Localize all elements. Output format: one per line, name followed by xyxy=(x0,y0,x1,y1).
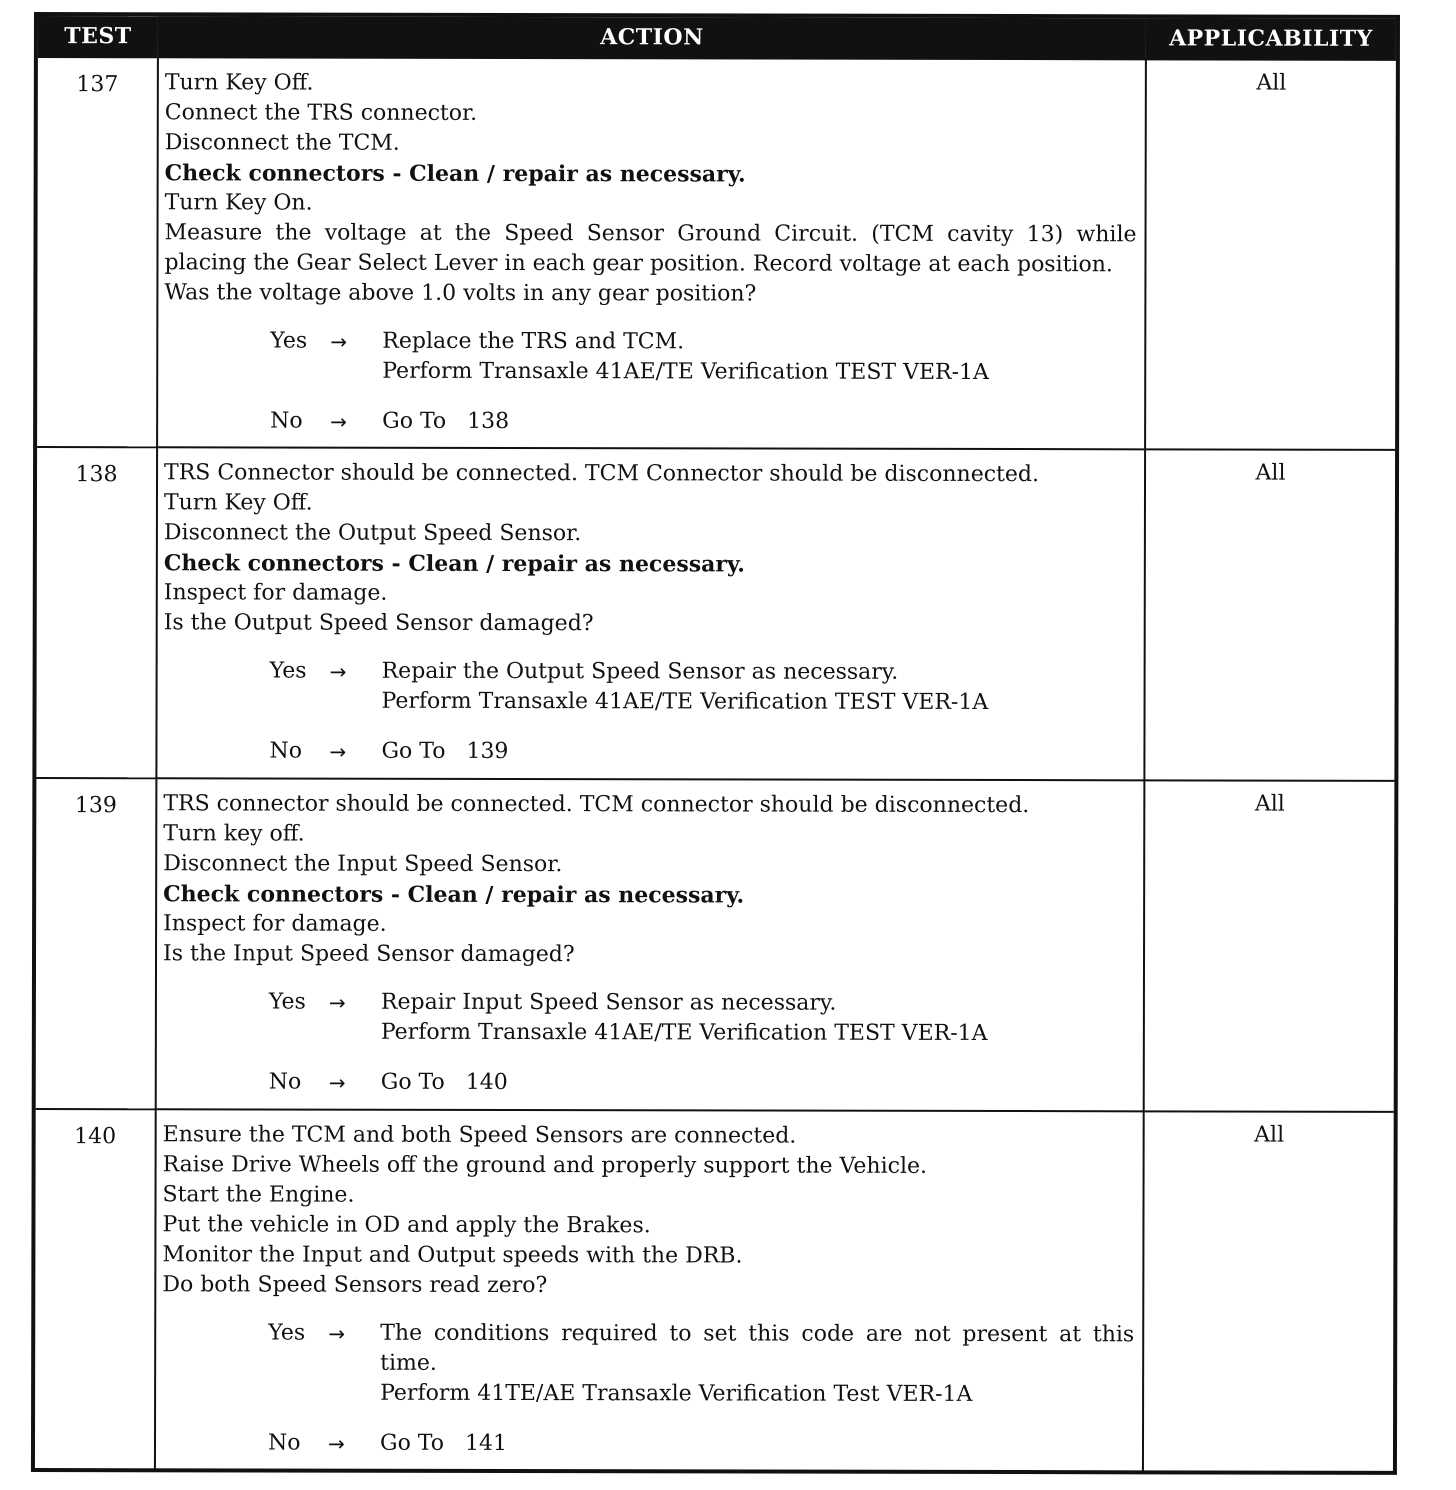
outcome-line: Go To 139 xyxy=(381,738,509,764)
action-step: Turn key off. xyxy=(163,821,305,847)
test-number: 138 xyxy=(36,447,157,778)
action-step: Is the Input Speed Sensor damaged? xyxy=(163,941,575,968)
action-cell xyxy=(156,447,1145,780)
action-cell xyxy=(157,57,1146,449)
right-arrow-icon: → xyxy=(328,990,346,1015)
outcome-line: The conditions required to set this code are not present at this time. xyxy=(380,1320,1135,1376)
header-action: ACTION xyxy=(158,16,1146,59)
action-step: Turn Key Off. xyxy=(164,70,314,96)
outcome-line: Go To 141 xyxy=(379,1430,508,1456)
yes-label: Yes xyxy=(269,658,307,684)
right-arrow-icon: → xyxy=(328,1070,346,1095)
no-label: No xyxy=(270,408,303,434)
yes-outcome xyxy=(381,988,1135,1050)
no-branch xyxy=(268,1428,1134,1460)
action-cell xyxy=(155,1109,1144,1472)
no-branch xyxy=(269,736,1135,768)
yes-branch xyxy=(268,1318,1134,1410)
action-step: Is the Output Speed Sensor damaged? xyxy=(163,610,594,637)
action-step-emphasis: Check connectors - Clean / repair as necessary. xyxy=(163,550,745,578)
applicability-value: All xyxy=(1144,780,1395,1112)
diagnostic-test-table xyxy=(35,16,1396,1473)
outcome-line: Go To 138 xyxy=(382,408,510,434)
outcome-line: Perform 41TE/AE Transaxle Verification Test VER-1A xyxy=(380,1380,973,1407)
outcome-line: Perform Transaxle 41AE/TE Verification TEST VER-1A xyxy=(381,688,989,715)
applicability-value: All xyxy=(1143,1111,1394,1473)
yes-label: Yes xyxy=(268,989,306,1015)
test-number: 139 xyxy=(36,778,157,1109)
yes-outcome xyxy=(382,327,1136,389)
yes-branch xyxy=(270,326,1136,388)
test-number: 140 xyxy=(35,1109,156,1470)
diagnostic-table-sheet xyxy=(31,12,1400,1475)
action-step: Ensure the TCM and both Speed Sensors are connected. xyxy=(162,1122,797,1149)
no-outcome xyxy=(381,737,1135,769)
no-branch xyxy=(270,406,1136,438)
action-step: TRS Connector should be connected. TCM Connector should be disconnected. xyxy=(164,460,1040,488)
action-step: Do both Speed Sensors read zero? xyxy=(162,1272,548,1299)
outcome-line: Replace the TRS and TCM. xyxy=(382,328,685,355)
action-step-emphasis: Check connectors - Clean / repair as necessary. xyxy=(164,160,746,188)
test-number: 137 xyxy=(37,57,158,447)
outcome-line: Go To 140 xyxy=(380,1069,508,1095)
table-row xyxy=(36,778,1395,1112)
action-step: Was the voltage above 1.0 volts in any gear position? xyxy=(164,280,757,307)
yes-outcome xyxy=(382,657,1136,719)
no-outcome xyxy=(381,1068,1135,1100)
outcome-line: Repair Input Speed Sensor as necessary. xyxy=(380,989,837,1016)
action-step: Disconnect the Input Speed Sensor. xyxy=(163,851,563,878)
action-step: Inspect for damage. xyxy=(163,580,388,606)
right-arrow-icon: → xyxy=(330,329,348,354)
header-applicability: APPLICABILITY xyxy=(1146,18,1396,60)
yes-label: Yes xyxy=(270,328,308,354)
action-step: Inspect for damage. xyxy=(163,911,387,937)
action-step: Put the vehicle in OD and apply the Brakes. xyxy=(162,1212,651,1239)
right-arrow-icon: → xyxy=(327,1431,345,1456)
header-test: TEST xyxy=(38,16,158,57)
action-step: Disconnect the TCM. xyxy=(164,130,400,156)
no-label: No xyxy=(268,1069,302,1095)
right-arrow-icon: → xyxy=(329,659,347,684)
outcome-line: Perform Transaxle 41AE/TE Verification TEST VER-1A xyxy=(382,358,989,386)
action-step: Connect the TRS connector. xyxy=(164,100,478,126)
table-row xyxy=(36,447,1395,781)
no-label: No xyxy=(267,1430,301,1456)
action-step: TRS connector should be connected. TCM connector should be disconnected. xyxy=(163,791,1030,819)
right-arrow-icon: → xyxy=(329,739,347,764)
yes-label: Yes xyxy=(268,1320,306,1346)
action-step-emphasis: Check connectors - Clean / repair as necessary. xyxy=(163,881,745,909)
right-arrow-icon: → xyxy=(328,1321,346,1346)
action-cell xyxy=(156,778,1145,1111)
outcome-line: Perform Transaxle 41AE/TE Verification TEST VER-1A xyxy=(380,1019,988,1046)
yes-branch xyxy=(270,656,1136,718)
no-outcome xyxy=(382,407,1136,439)
action-step: Monitor the Input and Output speeds with the DRB. xyxy=(162,1242,743,1269)
table-row xyxy=(37,57,1396,450)
applicability-value: All xyxy=(1145,59,1396,450)
yes-outcome xyxy=(380,1319,1134,1411)
table-row xyxy=(35,1109,1394,1473)
applicability-value: All xyxy=(1144,449,1395,781)
no-branch xyxy=(269,1067,1135,1099)
action-step: Turn Key Off. xyxy=(163,490,313,516)
action-step: Measure the voltage at the Speed Sensor Ground Circuit. (TCM cavity 13) while placing the Gear Select Lever in each gear position. Record voltage at each position. xyxy=(164,220,1137,278)
action-step: Raise Drive Wheels off the ground and properly support the Vehicle. xyxy=(162,1152,928,1179)
table-header-row xyxy=(38,16,1396,60)
action-step: Turn Key On. xyxy=(164,190,313,216)
outcome-line: Repair the Output Speed Sensor as necessary. xyxy=(381,658,899,685)
yes-branch xyxy=(269,987,1135,1049)
table-body xyxy=(35,57,1396,1473)
right-arrow-icon: → xyxy=(330,409,347,434)
no-label: No xyxy=(269,738,302,764)
action-step: Start the Engine. xyxy=(162,1182,355,1208)
action-step: Disconnect the Output Speed Sensor. xyxy=(163,520,582,547)
no-outcome xyxy=(380,1429,1134,1461)
